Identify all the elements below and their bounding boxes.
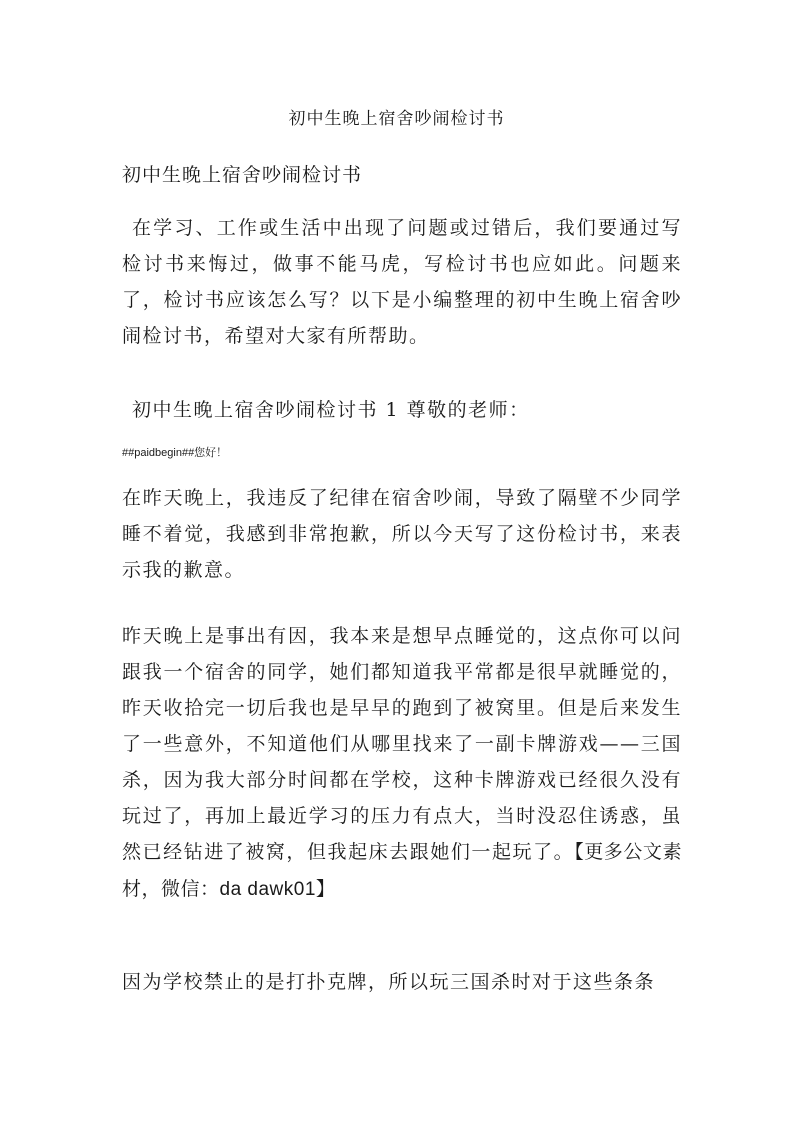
document-subtitle: 初中生晚上宿舍吵闹检讨书	[122, 164, 363, 186]
greeting-marker: ##paidbegin##您好！	[122, 447, 228, 459]
body-paragraph-1: 在昨天晚上，我违反了纪律在宿舍吵闹，导致了隔壁不少同学睡不着觉，我感到非常抱歉，所以今天写了这份检讨书，来表示我的歉意。	[122, 487, 682, 581]
body-paragraph-3: 因为学校禁止的是打扑克牌，所以玩三国杀时对于这些条条	[122, 971, 656, 993]
intro-paragraph: 在学习、工作或生活中出现了问题或过错后，我们要通过写检讨书来悔过，做事不能马虎，写检讨书也应如此。问题来了，检讨书应该怎么写？以下是小编整理的初中生晚上宿舍吵闹检讨书，希望对大家有所帮助。	[122, 217, 682, 347]
body-paragraph-2	[122, 618, 682, 908]
document-title: 初中生晚上宿舍吵闹检讨书	[288, 109, 505, 129]
material-note: 【更多公文素材，微信：da dawk01】	[122, 842, 682, 900]
body-paragraph-2-text: 昨天晚上是事出有因，我本来是想早点睡觉的，这点你可以问跟我一个宿舍的同学，她们都知道我平常都是很早就睡觉的，昨天收拾完一切后我也是早早的跑到了被窝里。但是后来发生了一些意外，不知道他们从哪里找来了一副卡牌游戏——三国杀，因为我大部分时间都在学校，这种卡牌游戏已经很久没有玩过了，再加上最近学习的压力有点大，当时没忍住诱惑，虽然已经钻进了被窝，但我起床去跟她们一起玩了。	[122, 625, 682, 863]
section-heading: 初中生晚上宿舍吵闹检讨书 1 尊敬的老师：	[132, 399, 530, 421]
